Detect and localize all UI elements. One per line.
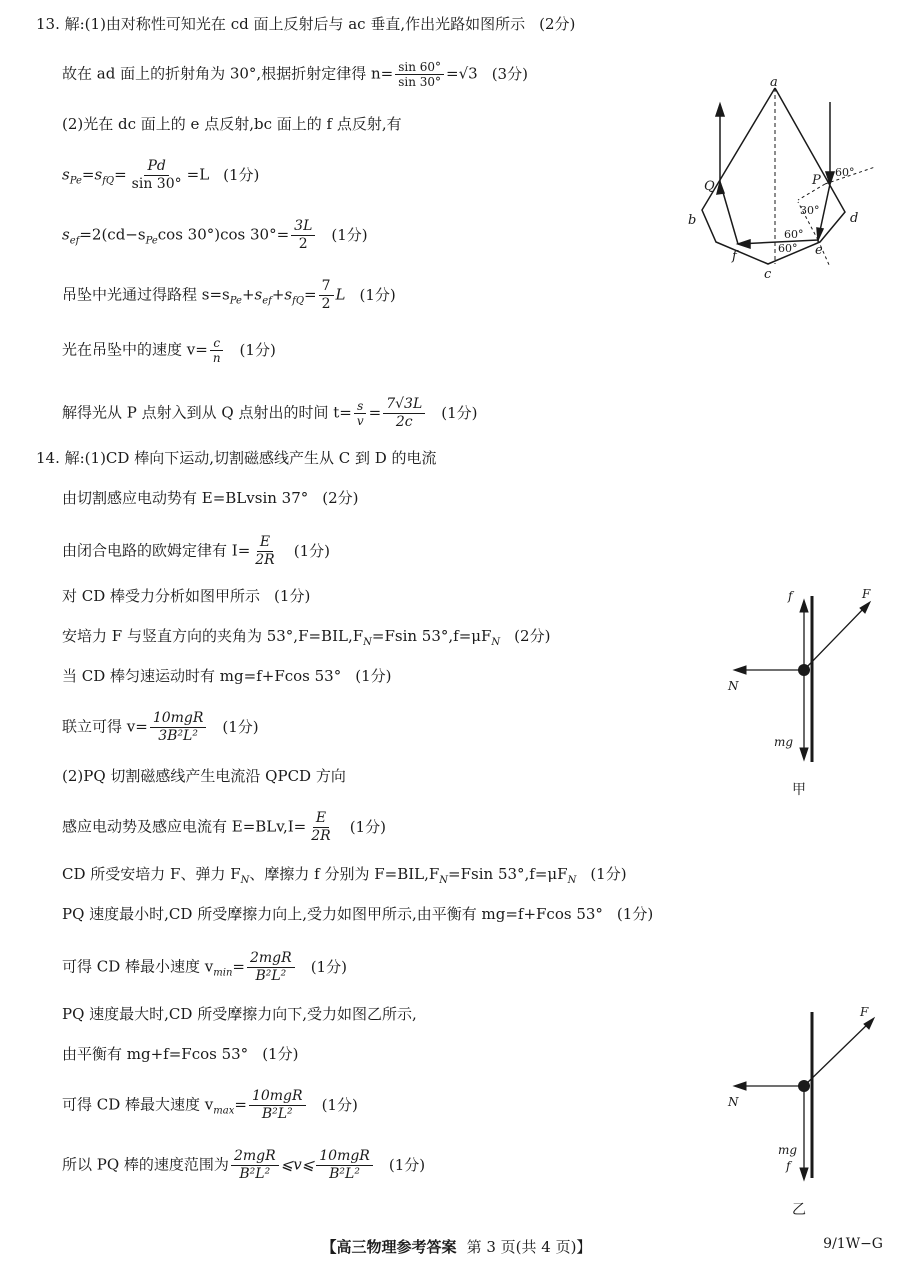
q13-line-1: 13. 解:(1)由对称性可知光在 cd 面上反射后与 ac 垂直,作出光路如图所示 (2分): [36, 15, 576, 33]
gravity-label: mg: [778, 1143, 798, 1157]
page-number: 第 3 页(共 4 页)】: [466, 1238, 592, 1256]
fraction: $\frac{E}{2R}$: [311, 810, 331, 844]
angle-label: 60°: [784, 228, 804, 241]
q13-line-8: 解得光从 P 点射入到从 Q 点射出的时间 t= $\frac{s}{v}$ = $\frac{7√3L}{2c}$ (1分): [62, 396, 478, 430]
q14-line-7: 联立可得 v= $\frac{\text{10mgR}}{\text{3B²L²}}$ (1分): [62, 710, 259, 744]
q13-line-2: 故在 ad 面上的折射角为 30°,根据折射定律得 n= $\frac{\sin 60^\circ}{\sin 30^\circ}$ =√3 (3分): [62, 60, 528, 89]
fraction: $\frac{s}{v}$: [354, 399, 367, 428]
point-Q-label: Q: [704, 179, 715, 194]
fraction: $\frac{\text{10mgR}}{\text{B²L²}}$: [316, 1148, 373, 1183]
q14-line-6: 当 CD 棒匀速运动时有 mg=f+Fcos 53° (1分): [62, 667, 392, 685]
fraction: $\frac{\text{2mgR}}{\text{B²L²}}$: [247, 950, 295, 985]
fraction: $\frac{\text{10mgR}}{\text{B²L²}}$: [249, 1088, 306, 1123]
ampere-force-label: F: [860, 1005, 869, 1019]
fraction: $\frac{E}{2R}$: [255, 534, 275, 568]
q14-line-12: 可得 CD 棒最小速度 $v_{min}=$ $\frac{\text{2mgR}}{\text{B²L²}}$ (1分): [62, 950, 347, 984]
footer-title: 【高三物理参考答案 第 3 页(共 4 页)】: [321, 1238, 592, 1256]
q14-line-4: 对 CD 棒受力分析如图甲所示 (1分): [62, 587, 311, 605]
q13-line-6: 吊坠中光通过得路程 $s=s_{Pe}+s_{ef}+s_{fQ}=$ $\frac{7}{2}$ L (1分): [62, 278, 396, 312]
q14-line-9: 感应电动势及感应电流有 E=BLv,I= $\frac{E}{2R}$ (1分): [62, 810, 386, 844]
vertex-d-label: d: [850, 211, 859, 226]
q14-line-13: PQ 速度最大时,CD 所受摩擦力向下,受力如图乙所示,: [62, 1005, 417, 1023]
force-diagram-jia: [720, 582, 890, 802]
q14-line-3: 由闭合电路的欧姆定律有 I= $\frac{E}{2R}$ (1分): [62, 534, 330, 568]
angle-label: 60°: [778, 242, 798, 255]
force-diagram-yi: [720, 1002, 890, 1222]
q13-line-5: $s_{ef}=2(cd-s_{Pe}\cos$ 30°)cos 30°= $\frac{3L}{2}$ (1分): [62, 218, 368, 252]
fraction: $\frac{7√3L}{2c}$: [383, 396, 425, 431]
fraction: $\frac{\text{10mgR}}{\text{3B²L²}}$: [150, 710, 207, 745]
friction-label: f: [786, 1159, 791, 1173]
normal-force-label: N: [728, 679, 739, 693]
fraction: $\frac{\text{2mgR}}{\text{B²L²}}$: [231, 1148, 279, 1183]
fraction: $\frac{Pd}{\sin 30^\circ}$: [131, 158, 182, 192]
q14-line-2: 由切割感应电动势有 E=BLvsin 37° (2分): [62, 489, 359, 507]
point-P-label: P: [812, 173, 821, 188]
fraction: $\frac{\sin 60^\circ}{\sin 30^\circ}$: [395, 60, 444, 89]
fraction: $\frac{c}{n}$: [210, 336, 224, 365]
q14-line-8: (2)PQ 切割磁感线产生电流沿 QPCD 方向: [62, 767, 346, 785]
q14-line-15: 可得 CD 棒最大速度 $v_{max}=$ $\frac{\text{10mgR}}{\text{B²L²}}$ (1分): [62, 1088, 358, 1122]
point-e-label: e: [815, 243, 823, 258]
q14-line-10: CD 所受安培力 F、弹力 $F_N$、摩擦力 f 分别为 $F=BIL,F_N=Fsin$ $53^\circ,f=\mu F_N$ (1分): [62, 865, 627, 886]
figure-caption: 甲: [792, 782, 806, 798]
footer-code: 9/1W−G: [823, 1236, 883, 1252]
figure-caption: 乙: [792, 1202, 806, 1218]
point-f-label: f: [732, 249, 737, 264]
vertex-b-label: b: [688, 213, 697, 228]
gravity-label: mg: [774, 735, 794, 749]
q14-line-14: 由平衡有 mg+f=Fcos 53° (1分): [62, 1045, 299, 1063]
q14-line-11: PQ 速度最小时,CD 所受摩擦力向上,受力如图甲所示,由平衡有 mg=f+Fcos 53° (1分): [62, 905, 654, 923]
vertex-c-label: c: [764, 267, 772, 282]
friction-label: f: [788, 589, 793, 603]
fraction: $\frac{3L}{2}$: [291, 218, 315, 253]
angle-label: 60°: [835, 166, 855, 179]
optics-light-path-figure: [680, 72, 890, 282]
ampere-force-label: F: [862, 587, 871, 601]
score: (2分): [539, 15, 576, 33]
q14-line-5: 安培力 F 与竖直方向的夹角为 $53^\circ,F=BIL,F_N=Fsin$ $53^\circ,f=\mu F_N$ (2分): [62, 627, 551, 648]
q14-line-1: 14. 解:(1)CD 棒向下运动,切割磁感线产生从 C 到 D 的电流: [36, 449, 437, 467]
angle-label: 30°: [800, 204, 820, 217]
q14-line-16: 所以 PQ 棒的速度范围为 $\frac{\text{2mgR}}{\text{B²L²}}$ ⩽v⩽ $\frac{\text{10mgR}}{\text{B²L²}}$ (1分): [62, 1148, 426, 1182]
q13-line-3: (2)光在 dc 面上的 e 点反射,bc 面上的 f 点反射,有: [62, 115, 402, 133]
page-footer: [0, 1236, 913, 1266]
q13-line-4: $s_{Pe}=s_{fQ}=$ $\frac{Pd}{\sin 30^\circ}$ =L (1分): [62, 158, 260, 192]
vertex-a-label: a: [770, 75, 778, 90]
fraction: $\frac{7}{2}$: [319, 278, 334, 313]
q13-line-7: 光在吊坠中的速度 v= $\frac{c}{n}$ (1分): [62, 336, 276, 365]
normal-force-label: N: [728, 1095, 739, 1109]
